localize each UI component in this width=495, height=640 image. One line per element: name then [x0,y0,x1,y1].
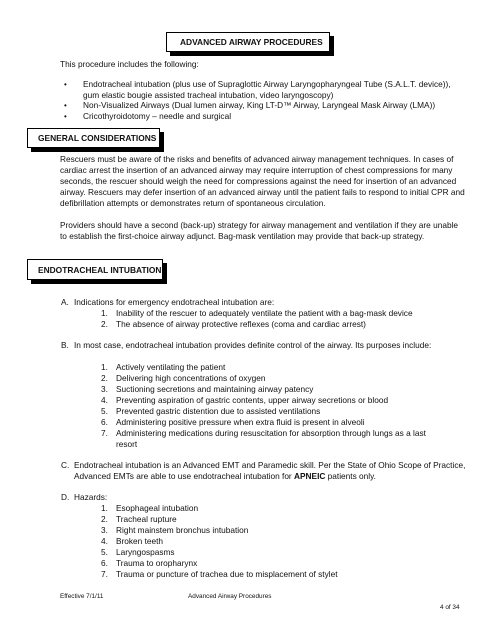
page-title: ADVANCED AIRWAY PROCEDURES [180,37,323,47]
paragraph: Providers should have a second (back-up) strategy for airway management and ventilation if they are unable to establish the first-choice airway adjunct. Bag-mask ventilation may provide that back-up strategy. [60,220,459,241]
emphasis-text: APNEIC [294,471,326,481]
heading-box-main [166,32,330,52]
page-number: 4 of 34 [440,604,460,611]
footer-title: Advanced Airway Procedures [188,593,272,600]
heading-box-intubation [27,259,163,280]
paragraph: Rescuers must be aware of the risks and benefits of advanced airway management techniques. In cases of cardiac arrest the insertion of an advanced airway may require interruption of chest compressions for many seconds, the rescuer should weigh the need for compressions against the need for insertion of an advanced airway. Rescuers may defer insertion of an advanced airway until the patient fails to respond to initial CPR and defibrillation attempts or demonstrates return of spontaneous circulation. [60,154,465,208]
footer-effective-date: Effective 7/1/11 [60,593,104,600]
intro-text: This procedure includes the following: [60,59,199,69]
section-heading: GENERAL CONSIDERATIONS [38,133,157,143]
bullet-icon: • [64,101,67,110]
section-heading: ENDOTRACHEAL INTUBATION [38,265,162,275]
bullet-icon: • [64,80,67,89]
heading-box-general [27,128,160,148]
bullet-icon: • [64,112,67,121]
